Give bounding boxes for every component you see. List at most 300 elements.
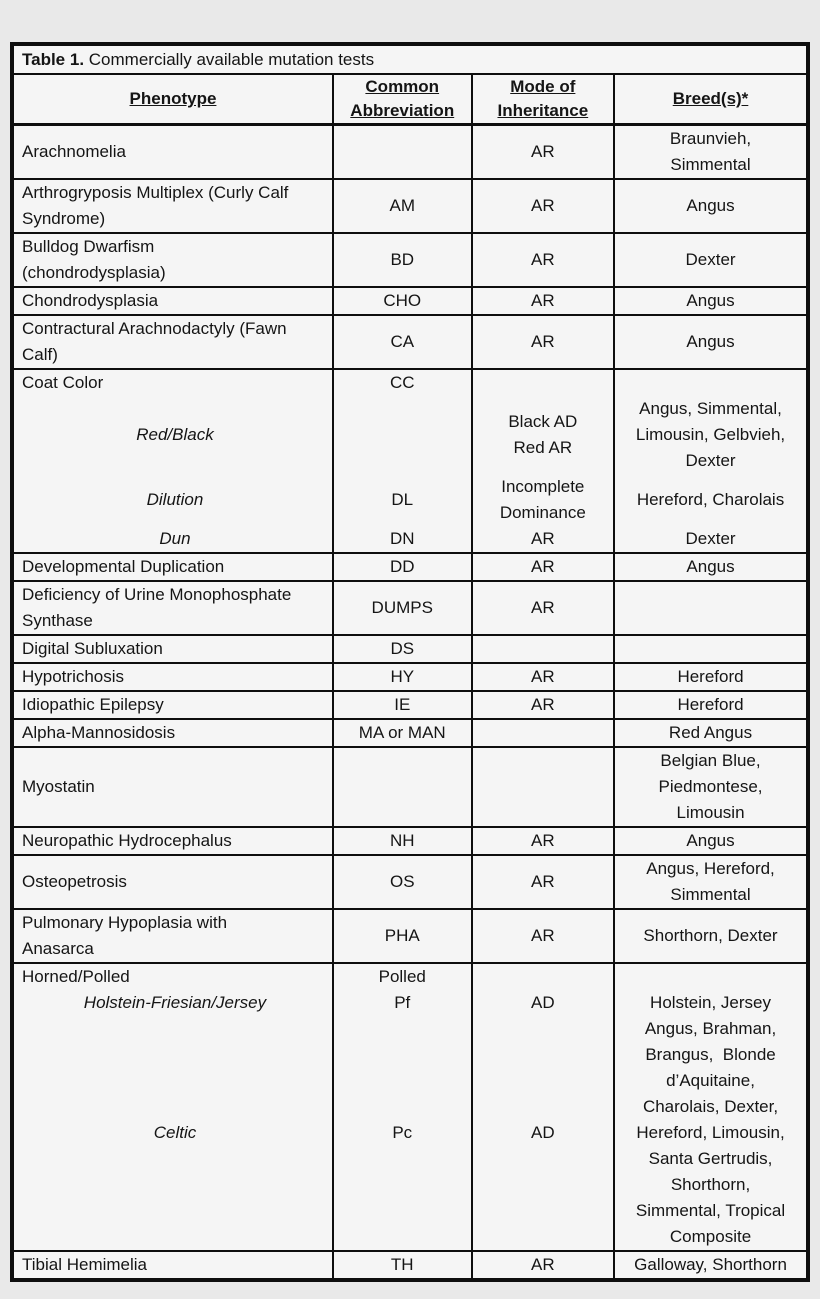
cell-line: Developmental Duplication <box>22 557 225 576</box>
cell-segment <box>473 748 614 826</box>
column-header-line: Inheritance <box>497 101 589 120</box>
cell-line: Belgian Blue, <box>660 751 761 770</box>
cell-line: TH <box>390 1255 414 1274</box>
cell-segment <box>615 828 806 854</box>
cell-segment <box>334 316 471 368</box>
cell-segment <box>22 316 328 368</box>
cell-segment <box>22 990 328 1016</box>
cell-segment <box>22 748 328 826</box>
cell-abbreviation <box>334 828 473 854</box>
cell-line: Pc <box>392 1123 413 1142</box>
cell-line: AM <box>389 196 415 215</box>
cell-segment <box>22 964 328 990</box>
cell-segment <box>473 692 614 718</box>
cell-segment <box>334 288 471 314</box>
column-header-phenotype <box>14 75 334 123</box>
cell-segment <box>615 234 806 286</box>
cell-segment <box>473 664 614 690</box>
cell-breeds <box>615 180 806 232</box>
cell-line: MA or MAN <box>358 723 446 742</box>
cell-line: HY <box>390 667 415 686</box>
cell-line: Limousin <box>676 803 745 822</box>
column-header-line: Common <box>365 77 440 96</box>
cell-breeds <box>615 554 806 580</box>
cell-line: Dominance <box>499 503 586 522</box>
cell-line: d’Aquitaine, <box>666 1071 755 1090</box>
cell-phenotype <box>14 554 334 580</box>
cell-line: Angus <box>686 831 735 850</box>
cell-line: (chondrodysplasia) <box>22 263 166 282</box>
cell-line: Angus, Brahman, <box>644 1019 777 1038</box>
cell-breeds <box>615 856 806 908</box>
cell-inheritance <box>473 720 616 746</box>
cell-inheritance <box>473 828 616 854</box>
cell-segment <box>334 692 471 718</box>
cell-segment <box>615 474 806 526</box>
cell-inheritance <box>473 582 616 634</box>
cell-segment <box>22 526 328 552</box>
cell-line: AR <box>531 667 555 686</box>
cell-segment <box>473 636 614 662</box>
cell-segment <box>22 288 328 314</box>
cell-segment <box>22 720 328 746</box>
cell-segment <box>22 474 328 526</box>
cell-segment <box>615 526 806 552</box>
cell-abbreviation <box>334 126 473 178</box>
cell-segment <box>22 636 328 662</box>
cell-breeds <box>615 288 806 314</box>
cell-segment <box>334 636 471 662</box>
cell-inheritance <box>473 234 616 286</box>
cell-segment <box>22 1146 328 1250</box>
cell-segment <box>22 1120 328 1146</box>
table-row-2 <box>14 234 806 288</box>
cell-segment <box>615 856 806 908</box>
cell-segment <box>473 474 614 526</box>
cell-line: Neuropathic Hydrocephalus <box>22 831 232 850</box>
cell-line: Dexter <box>685 250 736 269</box>
cell-segment <box>334 582 471 634</box>
cell-abbreviation <box>334 288 473 314</box>
cell-segment <box>334 828 471 854</box>
cell-line: NH <box>389 831 415 850</box>
cell-inheritance <box>473 126 616 178</box>
cell-breeds <box>615 370 806 552</box>
cell-phenotype <box>14 582 334 634</box>
cell-segment <box>473 180 614 232</box>
cell-segment <box>473 828 614 854</box>
cell-line: Idiopathic Epilepsy <box>22 695 164 714</box>
cell-abbreviation <box>334 370 473 552</box>
cell-line: Angus <box>686 196 735 215</box>
cell-line: Holstein-Friesian/Jersey <box>83 993 267 1012</box>
cell-line: DS <box>390 639 415 658</box>
cell-line: AR <box>531 1255 555 1274</box>
cell-line: Syndrome) <box>22 209 106 228</box>
cell-line: Black AD <box>508 412 578 431</box>
cell-segment <box>22 370 328 396</box>
cell-segment <box>22 910 328 962</box>
cell-abbreviation <box>334 1252 473 1278</box>
cell-segment <box>615 720 806 746</box>
cell-line: Holstein, Jersey <box>650 993 771 1012</box>
cell-segment <box>334 474 471 526</box>
cell-abbreviation <box>334 180 473 232</box>
cell-line: Dilution <box>146 490 204 509</box>
cell-breeds <box>615 126 806 178</box>
cell-line: Dun <box>159 529 191 548</box>
table-row-13 <box>14 828 806 856</box>
mutation-tests-table <box>10 42 810 1282</box>
cell-inheritance <box>473 636 616 662</box>
cell-line: Angus, Hereford, <box>646 859 775 878</box>
table-row-9 <box>14 664 806 692</box>
cell-breeds <box>615 910 806 962</box>
cell-line: AR <box>531 695 555 714</box>
cell-line: AR <box>531 250 555 269</box>
table-header-row <box>14 75 806 126</box>
cell-breeds <box>615 582 806 634</box>
cell-line: AR <box>531 557 555 576</box>
cell-segment <box>473 526 614 552</box>
cell-segment <box>615 126 806 178</box>
cell-line: Osteopetrosis <box>22 872 127 891</box>
cell-line: Angus <box>686 332 735 351</box>
cell-segment <box>334 1120 471 1146</box>
cell-line: Alpha-Mannosidosis <box>22 723 176 742</box>
cell-line: Hypotrichosis <box>22 667 125 686</box>
cell-breeds <box>615 828 806 854</box>
cell-segment <box>473 126 614 178</box>
cell-breeds <box>615 964 806 1250</box>
cell-segment <box>334 554 471 580</box>
cell-segment <box>473 720 614 746</box>
cell-segment <box>22 692 328 718</box>
cell-line: Myostatin <box>22 777 95 796</box>
cell-segment <box>334 126 471 178</box>
cell-segment <box>334 396 471 474</box>
cell-segment <box>334 1146 471 1250</box>
table-title-text: Commercially available mutation tests <box>84 49 375 69</box>
cell-abbreviation <box>334 554 473 580</box>
cell-line: AR <box>531 196 555 215</box>
cell-abbreviation <box>334 664 473 690</box>
cell-line: Hereford <box>677 667 744 686</box>
cell-inheritance <box>473 288 616 314</box>
cell-abbreviation <box>334 692 473 718</box>
cell-line: AR <box>531 332 555 351</box>
cell-line: AR <box>531 598 555 617</box>
cell-inheritance <box>473 1252 616 1278</box>
cell-line: CHO <box>383 291 422 310</box>
table-row-6 <box>14 554 806 582</box>
table-row-4 <box>14 316 806 370</box>
cell-line: Red AR <box>513 438 573 457</box>
cell-line: Angus <box>686 291 735 310</box>
cell-breeds <box>615 316 806 368</box>
cell-segment <box>334 180 471 232</box>
cell-phenotype <box>14 828 334 854</box>
cell-segment <box>473 234 614 286</box>
cell-segment <box>473 990 614 1016</box>
cell-breeds <box>615 664 806 690</box>
cell-line: Hereford, Limousin, <box>636 1123 785 1142</box>
cell-abbreviation <box>334 964 473 1250</box>
cell-line: Deficiency of Urine Monophosphate <box>22 585 292 604</box>
cell-line: Pulmonary Hypoplasia with <box>22 913 228 932</box>
cell-inheritance <box>473 910 616 962</box>
cell-segment <box>334 370 471 396</box>
cell-breeds <box>615 748 806 826</box>
cell-segment <box>473 582 614 634</box>
cell-line: Arthrogryposis Multiplex (Curly Calf <box>22 183 289 202</box>
cell-breeds <box>615 692 806 718</box>
cell-segment <box>473 1120 614 1146</box>
cell-line: AR <box>531 831 555 850</box>
cell-phenotype <box>14 180 334 232</box>
cell-line: AR <box>531 142 555 161</box>
cell-line: Digital Subluxation <box>22 639 163 658</box>
cell-abbreviation <box>334 856 473 908</box>
cell-segment <box>615 582 806 634</box>
cell-line: Shorthorn, Dexter <box>643 926 778 945</box>
cell-phenotype <box>14 316 334 368</box>
cell-segment <box>22 554 328 580</box>
cell-phenotype <box>14 910 334 962</box>
cell-segment <box>615 554 806 580</box>
table-body <box>14 126 806 1278</box>
cell-inheritance <box>473 554 616 580</box>
cell-segment <box>473 316 614 368</box>
cell-segment <box>615 964 806 990</box>
cell-line: Simmental <box>670 155 751 174</box>
cell-inheritance <box>473 964 616 1250</box>
cell-line: Simmental, Tropical <box>635 1201 786 1220</box>
column-header-abbreviation <box>334 75 473 123</box>
cell-inheritance <box>473 748 616 826</box>
cell-abbreviation <box>334 316 473 368</box>
cell-segment <box>22 1016 328 1120</box>
cell-segment <box>473 288 614 314</box>
cell-segment <box>334 664 471 690</box>
cell-line: Braunvieh, <box>669 129 752 148</box>
cell-segment <box>473 910 614 962</box>
cell-line: OS <box>389 872 415 891</box>
cell-abbreviation <box>334 234 473 286</box>
cell-phenotype <box>14 964 334 1250</box>
cell-phenotype <box>14 288 334 314</box>
cell-line: AD <box>531 1123 555 1142</box>
cell-segment <box>22 582 328 634</box>
cell-phenotype <box>14 370 334 552</box>
cell-segment <box>22 856 328 908</box>
cell-segment <box>473 370 614 396</box>
column-header-line: Abbreviation <box>350 101 455 120</box>
cell-segment <box>615 180 806 232</box>
table-row-7 <box>14 582 806 636</box>
cell-segment <box>615 288 806 314</box>
cell-segment <box>615 748 806 826</box>
table-row-5 <box>14 370 806 554</box>
cell-line: Celtic <box>153 1123 197 1142</box>
column-header-line: Breed(s)* <box>672 89 749 108</box>
cell-phenotype <box>14 748 334 826</box>
cell-line: Calf) <box>22 345 58 364</box>
cell-line: Contractural Arachnodactyly (Fawn <box>22 319 287 338</box>
cell-segment <box>615 636 806 662</box>
cell-line: Galloway, Shorthorn <box>634 1255 787 1274</box>
cell-phenotype <box>14 856 334 908</box>
table-row-14 <box>14 856 806 910</box>
cell-segment <box>473 554 614 580</box>
table-row-0 <box>14 126 806 180</box>
cell-segment <box>334 856 471 908</box>
cell-phenotype <box>14 720 334 746</box>
cell-line: PHA <box>384 926 420 945</box>
cell-segment <box>334 1016 471 1120</box>
cell-segment <box>473 1252 614 1278</box>
cell-line: Shorthorn, <box>670 1175 751 1194</box>
column-header-inheritance <box>473 75 616 123</box>
cell-phenotype <box>14 1252 334 1278</box>
cell-line: Red Angus <box>668 723 753 742</box>
cell-segment <box>334 748 471 826</box>
cell-breeds <box>615 720 806 746</box>
cell-phenotype <box>14 692 334 718</box>
cell-segment <box>334 910 471 962</box>
cell-segment <box>334 526 471 552</box>
cell-segment <box>22 396 328 474</box>
cell-segment <box>615 370 806 396</box>
cell-line: AR <box>531 926 555 945</box>
table-title <box>14 46 806 75</box>
cell-line: AR <box>531 529 555 548</box>
cell-inheritance <box>473 664 616 690</box>
cell-line: Tibial Hemimelia <box>22 1255 148 1274</box>
cell-line: Angus <box>686 557 735 576</box>
cell-segment <box>22 1252 328 1278</box>
cell-segment <box>22 180 328 232</box>
cell-segment <box>473 1146 614 1250</box>
cell-segment <box>473 396 614 474</box>
cell-inheritance <box>473 692 616 718</box>
cell-line: DN <box>389 529 415 548</box>
table-row-11 <box>14 720 806 748</box>
cell-segment <box>22 234 328 286</box>
cell-segment <box>334 990 471 1016</box>
cell-line: Arachnomelia <box>22 142 126 161</box>
cell-inheritance <box>473 370 616 552</box>
cell-line: Dexter <box>685 451 736 470</box>
cell-segment <box>334 964 471 990</box>
cell-line: Charolais, Dexter, <box>642 1097 779 1116</box>
cell-inheritance <box>473 180 616 232</box>
cell-line: Horned/Polled <box>22 967 130 986</box>
cell-abbreviation <box>334 748 473 826</box>
cell-phenotype <box>14 636 334 662</box>
cell-segment <box>615 910 806 962</box>
column-header-line: Mode of <box>510 77 576 96</box>
cell-line: AD <box>531 993 555 1012</box>
cell-line: Chondrodysplasia <box>22 291 159 310</box>
cell-line: DD <box>389 557 415 576</box>
cell-inheritance <box>473 316 616 368</box>
cell-segment <box>615 664 806 690</box>
cell-line: AR <box>531 872 555 891</box>
cell-segment <box>615 396 806 474</box>
cell-line: DUMPS <box>371 598 433 617</box>
cell-line: Hereford <box>677 695 744 714</box>
cell-line: CC <box>389 373 415 392</box>
cell-line: Synthase <box>22 611 93 630</box>
cell-segment <box>22 664 328 690</box>
cell-line: DL <box>391 490 414 509</box>
cell-line: IE <box>394 695 411 714</box>
cell-line: Hereford, Charolais <box>636 490 785 509</box>
cell-abbreviation <box>334 910 473 962</box>
cell-segment <box>334 234 471 286</box>
cell-abbreviation <box>334 720 473 746</box>
cell-line: Coat Color <box>22 373 104 392</box>
cell-line: Incomplete <box>501 477 585 496</box>
table-row-16 <box>14 964 806 1252</box>
cell-line: Simmental <box>670 885 751 904</box>
cell-line: Piedmontese, <box>658 777 763 796</box>
cell-line: Pf <box>394 993 411 1012</box>
column-header-breeds <box>615 75 806 123</box>
cell-line: BD <box>390 250 415 269</box>
cell-segment <box>473 1016 614 1120</box>
cell-line: Red/Black <box>136 425 214 444</box>
table-row-1 <box>14 180 806 234</box>
cell-segment <box>473 964 614 990</box>
cell-segment <box>615 1252 806 1278</box>
cell-line: AR <box>531 291 555 310</box>
cell-line: Dexter <box>685 529 736 548</box>
cell-line: Polled <box>378 967 426 986</box>
cell-breeds <box>615 234 806 286</box>
cell-segment <box>22 828 328 854</box>
column-header-line: Phenotype <box>129 89 217 108</box>
cell-abbreviation <box>334 582 473 634</box>
cell-segment <box>615 316 806 368</box>
cell-segment <box>615 990 806 1250</box>
table-row-17 <box>14 1252 806 1278</box>
table-row-8 <box>14 636 806 664</box>
cell-line: Brangus, Blonde <box>645 1045 776 1064</box>
cell-phenotype <box>14 664 334 690</box>
cell-line: Composite <box>669 1227 752 1246</box>
table-row-3 <box>14 288 806 316</box>
cell-breeds <box>615 1252 806 1278</box>
cell-breeds <box>615 636 806 662</box>
cell-phenotype <box>14 126 334 178</box>
cell-line: Anasarca <box>22 939 94 958</box>
cell-segment <box>473 856 614 908</box>
cell-line: Angus, Simmental, <box>639 399 782 418</box>
table-title-label: Table 1. <box>22 49 85 69</box>
cell-line: Santa Gertrudis, <box>648 1149 773 1168</box>
table-row-15 <box>14 910 806 964</box>
cell-line: Limousin, Gelbvieh, <box>635 425 786 444</box>
cell-segment <box>334 1252 471 1278</box>
cell-segment <box>22 126 328 178</box>
table-row-10 <box>14 692 806 720</box>
cell-abbreviation <box>334 636 473 662</box>
cell-line: Bulldog Dwarfism <box>22 237 155 256</box>
cell-segment <box>615 692 806 718</box>
cell-segment <box>334 720 471 746</box>
